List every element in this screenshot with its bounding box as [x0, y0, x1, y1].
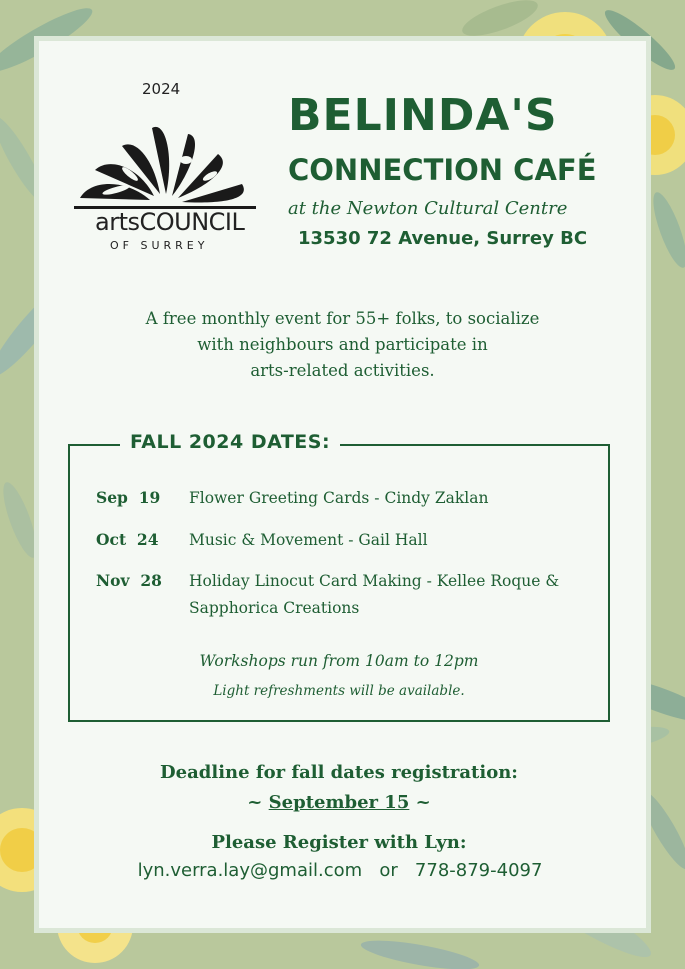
email-link[interactable]: lyn.verra.lay@gmail.com	[137, 860, 363, 881]
event-description: Flower Greeting Cards - Cindy Zaklan	[189, 489, 489, 507]
deadline-label: Deadline for fall dates registration:	[160, 762, 518, 783]
logo-subtitle: OF SURREY	[110, 239, 209, 252]
refreshment-note: Light refreshments will be available.	[213, 683, 465, 699]
intro-line: A free monthly event for 55+ folks, to socialize	[145, 309, 540, 328]
contact-line	[100, 860, 580, 881]
intro-text	[100, 306, 585, 384]
event-date: Sep 19	[96, 488, 161, 507]
year-label: 2024	[142, 80, 181, 98]
event-date: Oct 24	[96, 530, 159, 549]
title-line-1: BELINDA'S	[288, 90, 558, 141]
workshop-note: Workshops run from 10am to 12pm	[199, 652, 479, 670]
title-line-2: CONNECTION CAFÉ	[288, 153, 597, 187]
logo-wordmark: artsCOUNCIL	[95, 208, 245, 236]
deadline-date-value: September 15	[268, 792, 410, 813]
phone-link[interactable]: 778-879-4097	[414, 860, 543, 881]
intro-line: arts-related activities.	[250, 361, 435, 380]
event-description: Music & Movement - Gail Hall	[189, 531, 428, 549]
register-label: Please Register with Lyn:	[211, 832, 467, 853]
intro-line: with neighbours and participate in	[197, 335, 488, 354]
event-description: Holiday Linocut Card Making - Kellee Roque & Sapphorica Creations	[189, 572, 560, 617]
or-text: or	[379, 860, 398, 881]
address-label: 13530 72 Avenue, Surrey BC	[298, 228, 588, 249]
event-date: Nov 28	[96, 571, 162, 590]
dates-box-title: FALL 2024 DATES:	[120, 431, 340, 453]
deadline-date: ~ September 15 ~	[247, 792, 431, 813]
venue-label: at the Newton Cultural Centre	[288, 198, 568, 219]
